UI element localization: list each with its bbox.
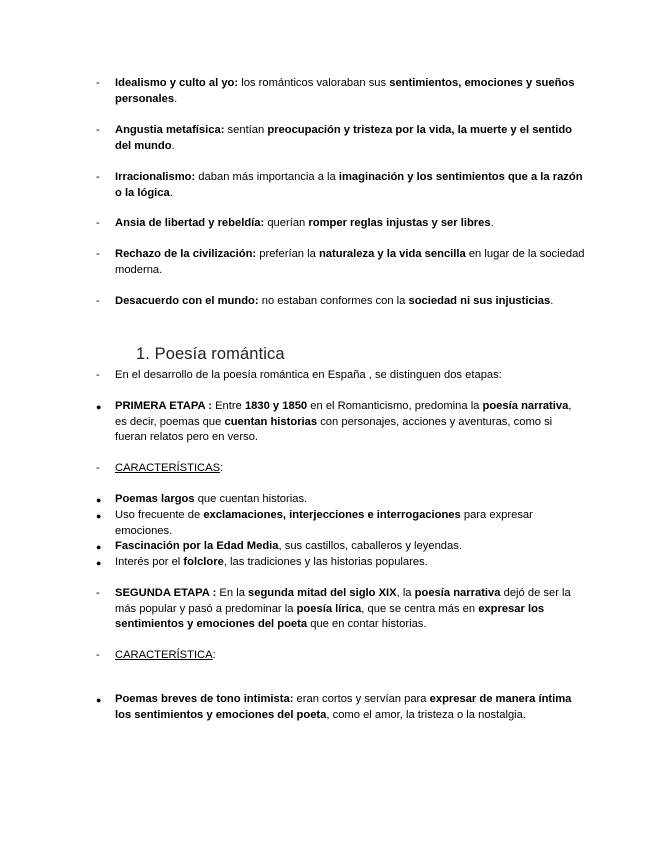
dash-marker: - (96, 248, 100, 260)
bullet-icon: ● (96, 511, 102, 521)
section-heading: 1. Poesía romántica (136, 345, 285, 363)
dash-marker: - (96, 171, 100, 183)
bullet-icon: ● (96, 542, 102, 552)
document-page: - Idealismo y culto al yo: los románticos valoraban sus sentimientos, emociones y sueños personales. - Angustia metafísica: sentían preocupación y tristeza por la vida, la muerte y el sentido del mundo. - Irracionalismo: daban más importancia a la imaginación y los sentimientos que a la razón o la lógica. - Ansia de libertad y rebeldía: querían romper reglas injustas y ser libres. - Rechazo de la civilización: preferían la naturaleza y la vida sencilla en lugar de la sociedad moderna. - Desacuerdo con el mundo: no estaban conformes con la sociedad ni sus injusticias. 1. Poesía romántica - En el desarrollo de la poesía romántica en España , se distinguen dos etapas: ● PRIMERA ETAPA : Entre 1830 y 1850 en el Romanticismo, predomina la poesía narrativa, es decir, poemas que cuentan historias con personajes, acciones y aventuras, como si fueran relatos pero en verso. - CARACTERÍSTICAS: ● Poemas largos que cuentan historias. ● Uso frecuente de exclamaciones, interjecciones e interrogaciones para expresar emociones. ● Fascinación por la Edad Media, sus castillos, caballeros y leyendas. ● Interés por el folclore, las tradiciones y las historias populares. - SEGUNDA ETAPA : En la segunda mitad del siglo XIX, la poesía narrativa dejó de ser la más popular y pasó a predominar la poesía lírica, que se centra más en expresar los sentimientos y emociones del poeta que en contar historias. - CARACTERÍSTICA: ● Poemas breves de tono intimista: eran cortos y servían para expresar de manera íntima los sentimientos y emociones del poeta, como el amor, la tristeza o la nostalgia. (96, 77, 585, 721)
bullet-icon: ● (96, 558, 102, 568)
dash-marker: - (96, 462, 100, 474)
bullet-icon: ● (96, 695, 102, 705)
dash-marker: - (96, 587, 100, 599)
dash-marker: - (96, 649, 100, 661)
dash-marker: - (96, 77, 100, 89)
bullet-icon: ● (96, 402, 102, 412)
dash-marker: - (96, 124, 100, 136)
dash-marker: - (96, 369, 100, 381)
dash-marker: - (96, 295, 100, 307)
dash-marker: - (96, 217, 100, 229)
bullet-icon: ● (96, 495, 102, 505)
